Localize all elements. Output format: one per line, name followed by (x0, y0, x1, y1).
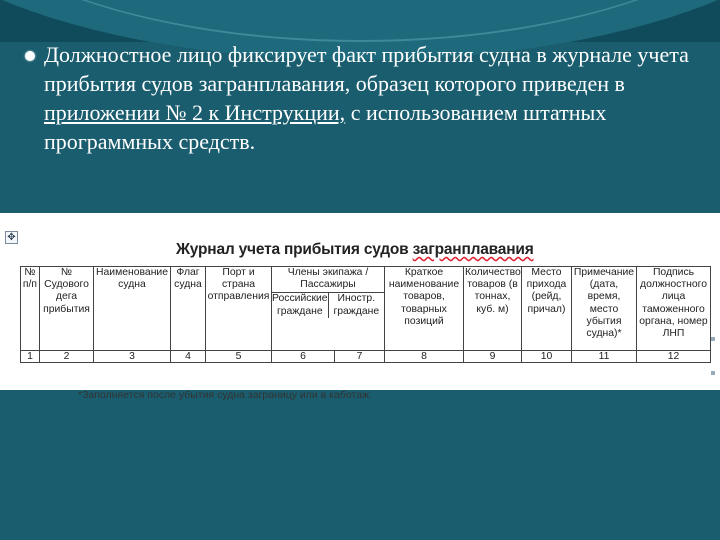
table-move-handle-icon[interactable]: ✥ (5, 231, 18, 244)
header-cell: Краткое наименование товаров, товарных позиций (385, 267, 464, 351)
bullet-icon (25, 51, 35, 61)
crew-sub-russian: Российские граждане (272, 293, 328, 317)
number-cell: 4 (171, 351, 206, 363)
bullet-text-part2: с использованием штатных программных средств. (44, 100, 607, 154)
number-cell: 9 (464, 351, 522, 363)
journal-footnote: *Заполняется после убытия судна заграницу или в каботаж. (78, 389, 372, 401)
header-cell-crew (272, 267, 385, 351)
number-cell: 3 (94, 351, 171, 363)
bullet-text-part1: Должностное лицо фиксирует факт прибытия судна в журнале учета прибытия судов загранплавания, образец которого приведен в (44, 42, 689, 96)
header-cell: № п/п (21, 267, 40, 351)
appendix-link[interactable]: приложении № 2 к Инструкции, (44, 100, 346, 125)
header-cell: Место прихода (рейд, причал) (522, 267, 572, 351)
scroll-markers-icon[interactable] (710, 337, 716, 377)
number-cell: 7 (335, 351, 385, 363)
header-cell: Флаг судна (171, 267, 206, 351)
number-cell: 6 (272, 351, 335, 363)
crew-subheaders (272, 293, 384, 317)
journal-document (0, 213, 720, 401)
crew-sub-foreign: Иностр. граждане (328, 293, 384, 317)
bullet-paragraph (44, 40, 699, 156)
journal-title-text: Журнал учета прибытия судов (176, 241, 413, 258)
number-cell: 11 (572, 351, 637, 363)
number-cell: 1 (21, 351, 40, 363)
journal-title-misspelled-word: загранплавания (412, 241, 534, 258)
number-cell: 2 (40, 351, 94, 363)
number-cell: 8 (385, 351, 464, 363)
number-cell: 12 (637, 351, 711, 363)
header-cell: Количество товаров (в тоннах, куб. м) (464, 267, 522, 351)
header-cell: № Судового дега прибытия (40, 267, 94, 351)
header-cell: Порт и страна отправления (206, 267, 272, 351)
number-cell: 10 (522, 351, 572, 363)
journal-table (20, 266, 711, 363)
number-cell: 5 (206, 351, 272, 363)
table-header-row (21, 267, 711, 351)
header-cell: Примечание (дата, время, место убытия судна)* (572, 267, 637, 351)
header-cell: Наименование судна (94, 267, 171, 351)
table-number-row (21, 351, 711, 363)
journal-title (176, 241, 534, 259)
header-cell: Подпись должностного лица таможенного органа, номер ЛНП (637, 267, 711, 351)
crew-header: Члены экипажа / Пассажиры (272, 267, 385, 293)
